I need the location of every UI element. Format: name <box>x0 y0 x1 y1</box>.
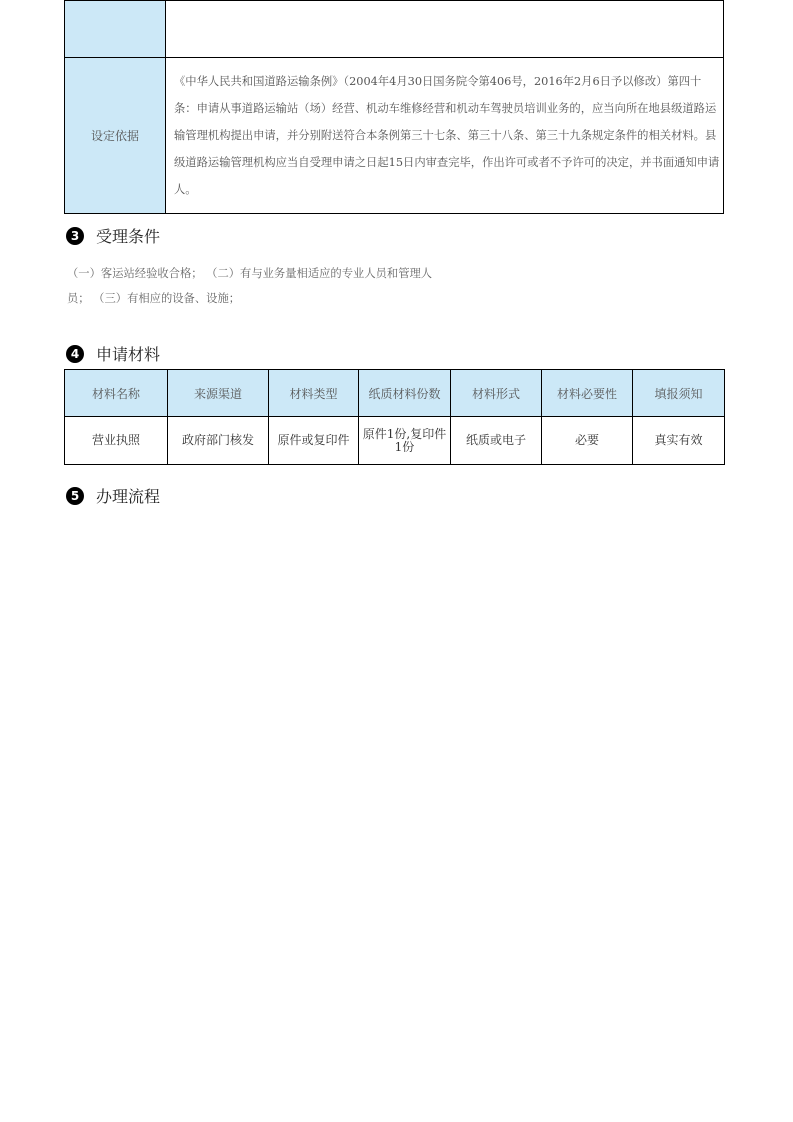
header-material-type: 材料类型 <box>269 370 359 417</box>
continued-label-cell <box>65 1 166 58</box>
materials-table <box>64 369 725 465</box>
basis-row <box>65 58 724 214</box>
section-process-flow <box>66 484 160 507</box>
cell-source-channel: 政府部门核发 <box>168 417 269 465</box>
header-material-form: 材料形式 <box>451 370 542 417</box>
basis-label: 设定依据 <box>65 58 166 214</box>
section-title: 申请材料 <box>96 345 161 364</box>
section-number-icon: 4 <box>66 345 84 363</box>
materials-header-row <box>65 370 725 417</box>
table-row <box>65 417 725 465</box>
continued-row <box>65 1 724 58</box>
cell-material-name: 营业执照 <box>65 417 168 465</box>
header-material-name: 材料名称 <box>65 370 168 417</box>
section-title: 受理条件 <box>96 227 161 246</box>
conditions-line-2: 员； （三）有相应的设备、设施； <box>67 292 241 305</box>
cell-paper-copies: 原件1份,复印件1份 <box>359 417 451 465</box>
cell-material-form: 纸质或电子 <box>451 417 542 465</box>
cell-necessity: 必要 <box>542 417 633 465</box>
section-number-icon: 5 <box>66 487 84 505</box>
conditions-line-1: （一）客运站经验收合格； （二）有与业务量相适应的专业人员和管理人 <box>67 267 433 280</box>
section-application-materials <box>66 342 160 365</box>
basis-table <box>64 0 724 214</box>
section-acceptance-conditions <box>66 224 160 247</box>
header-source-channel: 来源渠道 <box>168 370 269 417</box>
section-title: 办理流程 <box>96 487 161 506</box>
header-necessity: 材料必要性 <box>542 370 633 417</box>
cell-material-type: 原件或复印件 <box>269 417 359 465</box>
header-filling-notes: 填报须知 <box>633 370 725 417</box>
basis-text: 《中华人民共和国道路运输条例》（2004年4月30日国务院令第406号，2016年2月6日予以修改）第四十条：申请从事道路运输站（场）经营、机动车维修经营和机动车驾驶员培训业务的，应当向所在地县级道路运输管理机构提出申请，并分别附送符合本条例第三十七条、第三十八条、第三十九条规定条件的相关材料。县级道路运输管理机构应当自受理申请之日起15日内审查完毕，作出许可或者不予许可的决定，并书面通知申请人。 <box>166 58 724 214</box>
section-number-icon: 3 <box>66 227 84 245</box>
cell-filling-notes: 真实有效 <box>633 417 725 465</box>
header-paper-copies: 纸质材料份数 <box>359 370 451 417</box>
continued-value-cell <box>166 1 724 58</box>
